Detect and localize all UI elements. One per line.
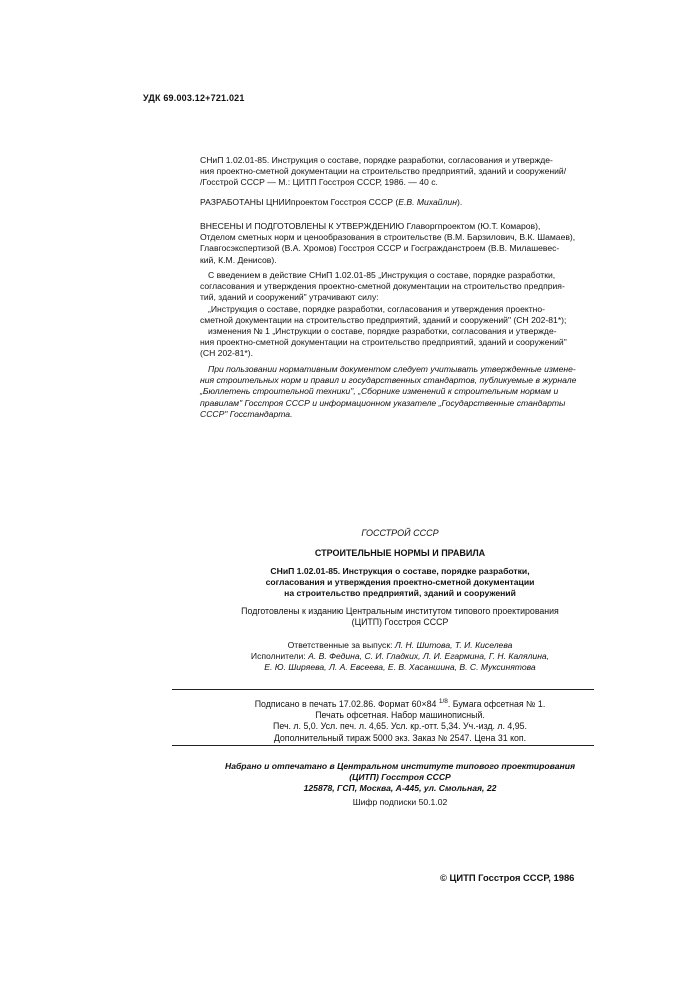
replaced-line: С введением в действие СНиП 1.02.01-85 „Инструкция о составе, порядке разработки, xyxy=(208,270,556,280)
developer-name: Е.В. Михайлин xyxy=(398,197,457,207)
introduced-line: Отделом сметных норм и ценообразования в строительстве (В.М. Барзилович, В.К. Шамаев), xyxy=(200,232,576,243)
replaced-line: изменения № 1 „Инструкции о составе, порядке разработки, согласования и утвержде- xyxy=(208,326,557,337)
performers-line xyxy=(150,651,650,662)
replaced-line: тий, зданий и сооружений" утрачивают силу: xyxy=(200,292,379,303)
printed-by-line: 125878, ГСП, Москва, А-445, ул. Смольная, 22 xyxy=(303,783,497,794)
introduced-line: кий, К.М. Денисов). xyxy=(200,254,277,265)
introduced-line: ВНЕСЕНЫ И ПОДГОТОВЛЕНЫ К УТВЕРЖДЕНИЮ Главоргпроектом (Ю.Т. Комаров), xyxy=(200,221,541,231)
printed-by-line: (ЦИТП) Госстроя СССР xyxy=(349,772,451,783)
introduced-line: Главгосэкспертизой (В.А. Хромов) Госстроя СССР и Госгражданстроем (В.В. Милашевес- xyxy=(200,243,560,254)
print-info-1b: . Бумага офсетная № 1. xyxy=(447,698,546,709)
divider-top xyxy=(172,689,594,690)
biblio-line: ния проектно-сметной документации на строительство предприятий, зданий и сооружений/ xyxy=(200,166,567,177)
replaced-line: (СН 202-81*). xyxy=(200,348,254,359)
responsible-line xyxy=(150,640,650,651)
print-info-1a: Подписано в печать 17.02.86. Формат 60×84 xyxy=(254,698,439,709)
developed-prefix: РАЗРАБОТАНЫ ЦНИИпроектом Госстроя СССР ( xyxy=(200,197,399,207)
performers-names-2: Е. Ю. Ширяева, Л. А. Евсеева, Е. В. Хасаншина, В. С. Муксинятова xyxy=(264,662,536,673)
note-line: ния строительных норм и правил и государственных стандартов, публикуемые в журнале xyxy=(200,375,577,386)
subscription-cipher: Шифр подписки 50.1.02 xyxy=(352,797,448,807)
print-info-line: Печать офсетная. Набор машинописный. xyxy=(315,710,485,721)
imprint-title-line: согласования и утверждения проектно-сметной документации xyxy=(265,577,535,588)
copyright: © ЦИТП Госстроя СССР, 1986 xyxy=(440,872,575,883)
printed-by xyxy=(150,761,650,795)
imprint-title xyxy=(150,566,650,600)
replaced-line: „Инструкция о составе, порядке разработки, согласования и утверждения проектно- xyxy=(208,303,546,314)
print-info xyxy=(150,696,650,744)
introduced-by xyxy=(200,221,574,266)
imprint-title-line: на строительство предприятий, зданий и сооружений xyxy=(284,588,516,599)
printed-by-line: Набрано и отпечатано в Центральном институте типового проектирования xyxy=(224,761,576,771)
note-line: правилам" Госстроя СССР и информационном указателе „Государственные стандарты xyxy=(200,397,566,408)
replaced-line: согласования и утверждения проектно-сметной документации на строительство предприя- xyxy=(200,281,565,292)
imprint-org: ГОССТРОЙ СССР xyxy=(361,528,439,538)
responsible-label: Ответственные за выпуск: xyxy=(287,640,393,650)
print-info-line: Печ. л. 5,0. Усл. печ. л. 4,65. Усл. кр.-отт. 5,34. Уч.-изд. л. 4,95. xyxy=(273,721,527,732)
developed-by xyxy=(200,197,574,208)
imprint-staff xyxy=(150,640,650,674)
note-line: „Бюллетень строительной техники", „Сборнике изменений к строительным нормам и xyxy=(200,386,559,397)
performers-names-1: А. В. Федина, С. И. Гладких, Л. И. Егармина, Г. Н. Калялина, xyxy=(308,651,550,662)
imprint-series: СТРОИТЕЛЬНЫЕ НОРМЫ И ПРАВИЛА xyxy=(314,548,486,558)
udk-code: УДК 69.003.12+721.021 xyxy=(143,93,245,103)
biblio-line: /Госстрой СССР — М.: ЦИТП Госстроя СССР, 1986. — 40 с. xyxy=(200,177,438,188)
replaced-line: сметной документации на строительство предприятий, зданий и сооружений" (СН 202-81*); xyxy=(200,314,567,325)
divider-bottom xyxy=(172,745,594,746)
print-info-line: Дополнительный тираж 5000 экз. Заказ № 2547. Цена 31 коп. xyxy=(273,732,527,743)
print-info-line xyxy=(150,696,650,710)
note-line: СССР" Госстандарта. xyxy=(200,408,293,419)
prepared-line: (ЦИТП) Госстроя СССР xyxy=(351,617,449,628)
note-line: При пользовании нормативным документом следует учитывать утвержденные измене- xyxy=(208,364,576,374)
user-note xyxy=(200,364,577,420)
replaced-documents xyxy=(200,270,574,360)
imprint-prepared xyxy=(150,606,650,628)
developed-suffix: ). xyxy=(456,197,463,207)
performers-label: Исполнители: xyxy=(250,651,306,662)
replaced-line: ния проектно-сметной документации на строительство предприятий, зданий и сооружений" xyxy=(200,337,567,348)
bibliographic-record xyxy=(200,155,574,189)
responsible-names: Л. Н. Шитова, Т. И. Киселева xyxy=(394,640,513,650)
imprint-title-line: СНиП 1.02.01-85. Инструкция о составе, порядке разработки, xyxy=(270,566,530,576)
biblio-line: СНиП 1.02.01-85. Инструкция о составе, порядке разработки, согласования и утвержде- xyxy=(200,155,553,165)
prepared-line: Подготовлены к изданию Центральным институтом типового проектирования xyxy=(241,606,559,616)
format-fraction: 1/8 xyxy=(438,698,448,705)
